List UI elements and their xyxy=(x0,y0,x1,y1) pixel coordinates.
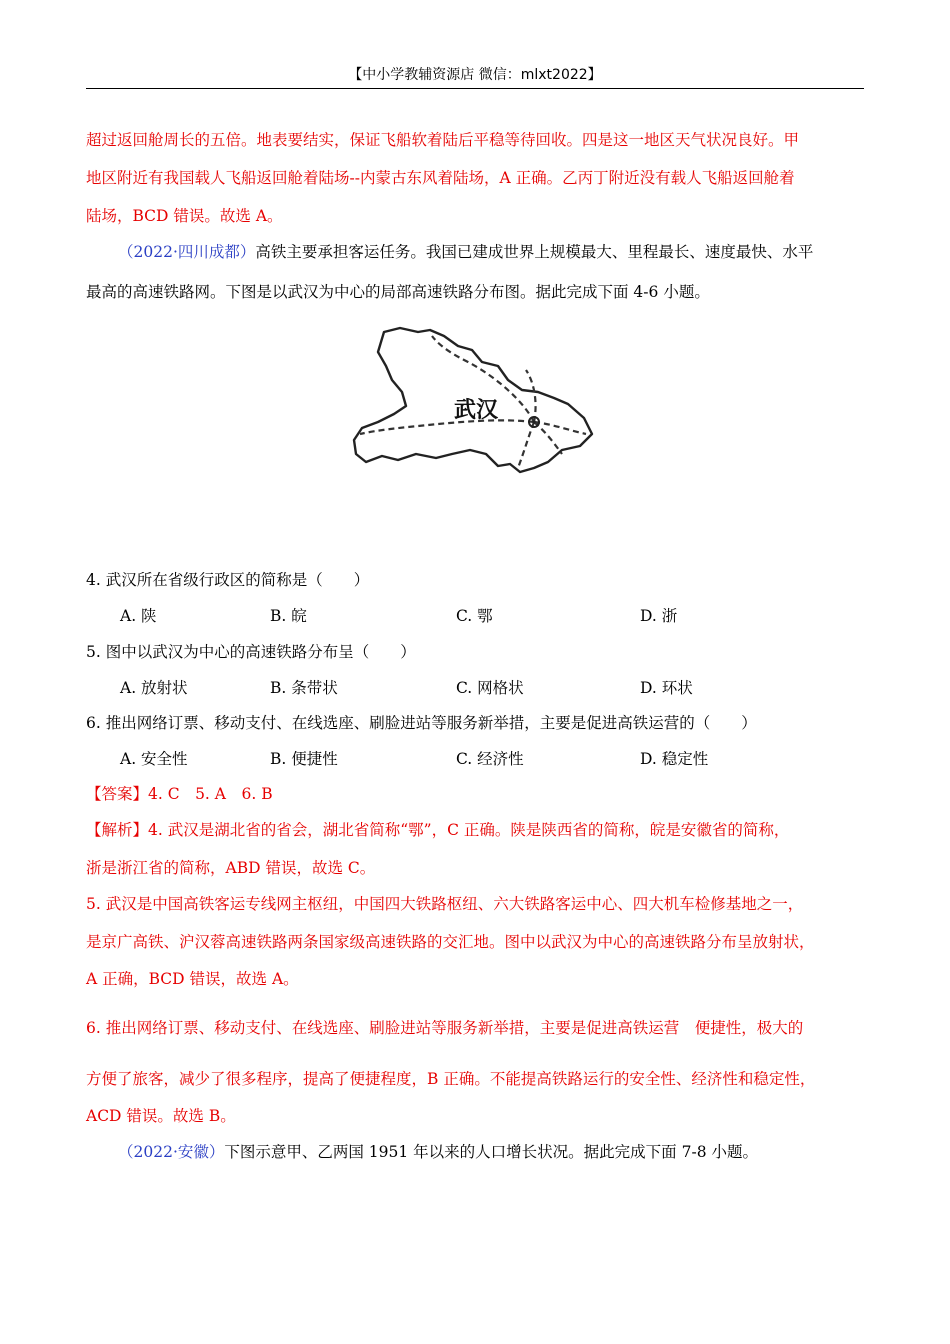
analysis-line: 是京广高铁、沪汉蓉高速铁路两条国家级高速铁路的交汇地。图中以武汉为中心的高速铁路分布呈放射状， xyxy=(86,933,815,951)
analysis-line: 方便了旅客，减少了很多程序，提高了便捷程度，B 正确。不能提高铁路运行的安全性、经济性和稳定性， xyxy=(86,1070,816,1088)
option-d: D. 环状 xyxy=(640,679,693,697)
question-stem: 5. 图中以武汉为中心的高速铁路分布呈（ ） xyxy=(86,643,416,661)
analysis-line: 5. 武汉是中国高铁客运专线网主枢纽，中国四大铁路枢纽、六大铁路客运中心、四大机车检修基地之一， xyxy=(86,895,804,913)
option-a: A. 安全性 xyxy=(120,750,188,768)
option-b: B. 条带状 xyxy=(270,679,338,697)
analysis-line: 浙是浙江省的简称，ABD 错误，故选 C。 xyxy=(86,859,376,877)
analysis-line: 【解析】4. 武汉是湖北省的省会，湖北省简称“鄂”，C 正确。陕是陕西省的简称，皖是安徽省的简称， xyxy=(86,821,790,839)
analysis-line: A 正确，BCD 错误，故选 A。 xyxy=(86,970,299,988)
prev-explanation-line: 地区附近有我国载人飞船返回舱着陆场--内蒙古东风着陆场，A 正确。乙丙丁附近没有载人飞船返回舱着 xyxy=(86,169,795,187)
prev-explanation-line: 陆场，BCD 错误。故选 A。 xyxy=(86,207,283,225)
prev-explanation-line: 超过返回舱周长的五倍。地表要结实，保证飞船软着陆后平稳等待回收。四是这一地区天气状况良好。甲 xyxy=(86,131,800,149)
option-c: C. 网格状 xyxy=(456,679,524,697)
page-header: 【中小学教辅资源店 微信：mlxt2022】 xyxy=(86,62,864,89)
analysis-line: 6. 推出网络订票、移动支付、在线选座、刷脸进站等服务新举措，主要是促进高铁运营 便捷性，极大的 xyxy=(86,1019,804,1037)
option-a: A. 陕 xyxy=(120,607,157,625)
answer-line: 【答案】4. C 5. A 6. B xyxy=(86,785,273,803)
analysis-line: ACD 错误。故选 B。 xyxy=(86,1107,236,1125)
intro-paragraph xyxy=(118,1140,872,1162)
source-tag: （2022·安徽） xyxy=(118,1143,225,1161)
option-c: C. 鄂 xyxy=(456,607,493,625)
map-label-wuhan: 武汉 xyxy=(454,398,499,423)
intro-paragraph xyxy=(118,240,872,262)
wuhan-rail-map xyxy=(348,322,602,484)
option-c: C. 经济性 xyxy=(456,750,524,768)
option-d: D. 浙 xyxy=(640,607,678,625)
intro-text: 下图示意甲、乙两国 1951 年以来的人口增长状况。据此完成下面 7-8 小题。 xyxy=(224,1143,758,1161)
option-a: A. 放射状 xyxy=(120,679,188,697)
source-tag: （2022·四川成都） xyxy=(118,243,256,261)
option-b: B. 皖 xyxy=(270,607,307,625)
question-stem: 4. 武汉所在省级行政区的简称是（ ） xyxy=(86,571,370,589)
intro-text-line: 最高的高速铁路网。下图是以武汉为中心的局部高速铁路分布图。据此完成下面 4-6 小题。 xyxy=(86,283,710,301)
intro-text: 高铁主要承担客运任务。我国已建成世界上规模最大、里程最长、速度最快、水平 xyxy=(255,243,814,261)
option-b: B. 便捷性 xyxy=(270,750,338,768)
option-d: D. 稳定性 xyxy=(640,750,709,768)
question-stem: 6. 推出网络订票、移动支付、在线选座、刷脸进站等服务新举措，主要是促进高铁运营的（ ） xyxy=(86,714,757,732)
